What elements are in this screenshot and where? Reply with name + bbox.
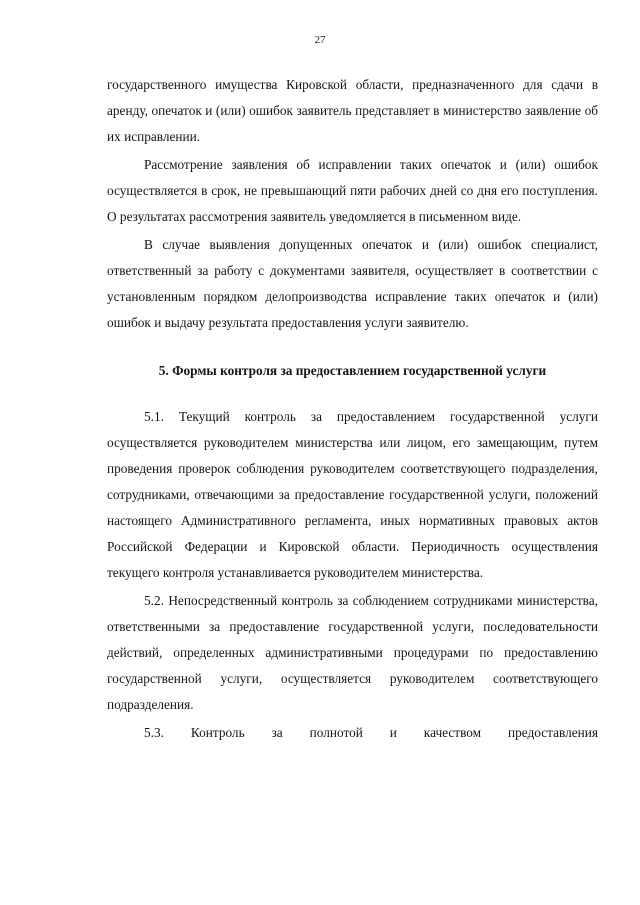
paragraph: 5.1. Текущий контроль за предоставлением государственной услуги осуществляется руководителем министерства или лицом, его замещающим, путем проведения проверок соблюдения руководителем соответствующего подразделения, сотрудниками, отвечающими за предоставление государственной услуги, положений настоящего Административного регламента, иных нормативных правовых актов Российской Федерации и Кировской области. Периодичность осуществления текущего контроля устанавливается руководителем министерства.: [107, 409, 598, 580]
paragraph: Рассмотрение заявления об исправлении таких опечаток и (или) ошибок осуществляется в срок, не превышающий пяти рабочих дней со дня его поступления. О результатах рассмотрения заявитель уведомляется в письменном виде.: [107, 157, 598, 224]
section-heading: 5. Формы контроля за предоставлением государственной услуги: [158, 363, 547, 378]
paragraph: 5.2. Непосредственный контроль за соблюдением сотрудниками министерства, ответственными за предоставление государственной услуги, последовательности действий, определенных административными процедурами по предоставлению государственной услуги, осуществляется руководителем соответствующего подразделения.: [107, 593, 598, 712]
paragraph-last: 5.3. Контроль за полнотой и качеством предоставления: [144, 725, 598, 740]
paragraph: государственного имущества Кировской области, предназначенного для сдачи в аренду, опечаток и (или) ошибок заявитель представляет в министерство заявление об их исправлении.: [107, 77, 598, 144]
document-body: [107, 72, 598, 746]
page-number: 27: [314, 34, 326, 46]
paragraph: В случае выявления допущенных опечаток и (или) ошибок специалист, ответственный за работу с документами заявителя, осуществляет в соответствии с установленным порядком делопроизводства исправление таких опечаток и (или) ошибок и выдачу результата предоставления услуги заявителю.: [107, 237, 598, 330]
